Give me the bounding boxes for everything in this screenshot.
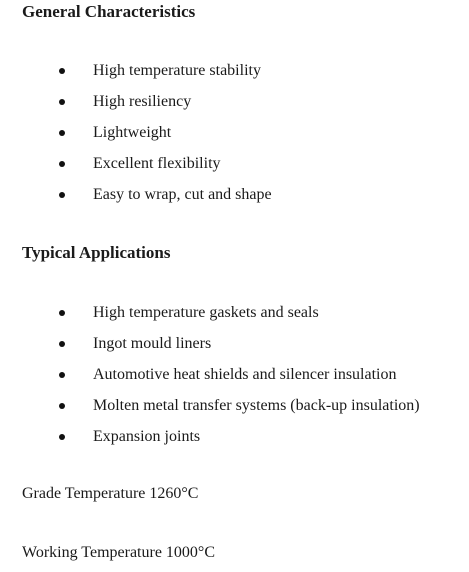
typical-applications-heading: Typical Applications: [22, 243, 171, 262]
list-item-text: Ingot mould liners: [93, 335, 212, 352]
bullet-icon: [59, 434, 65, 440]
bullet-icon: [59, 161, 65, 167]
bullet-icon: [59, 341, 65, 347]
list-item-text: Expansion joints: [93, 428, 201, 445]
bullet-icon: [59, 403, 65, 409]
list-item-text: Molten metal transfer systems (back-up insulation): [93, 397, 420, 414]
list-item-text: Automotive heat shields and silencer insulation: [93, 366, 397, 383]
list-item-text: High temperature gaskets and seals: [93, 304, 319, 321]
general-characteristics-heading: General Characteristics: [22, 2, 196, 21]
bullet-icon: [59, 99, 65, 105]
working-temperature: Working Temperature 1000°C: [22, 544, 215, 561]
list-item-text: Lightweight: [93, 124, 172, 141]
bullet-icon: [59, 372, 65, 378]
list-item-text: Excellent flexibility: [93, 155, 221, 172]
bullet-icon: [59, 68, 65, 74]
bullet-icon: [59, 192, 65, 198]
list-item-text: Easy to wrap, cut and shape: [93, 186, 272, 203]
list-item-text: High temperature stability: [93, 62, 261, 79]
list-item-text: High resiliency: [93, 93, 192, 110]
grade-temperature: Grade Temperature 1260°C: [22, 485, 199, 502]
bullet-icon: [59, 310, 65, 316]
bullet-icon: [59, 130, 65, 136]
